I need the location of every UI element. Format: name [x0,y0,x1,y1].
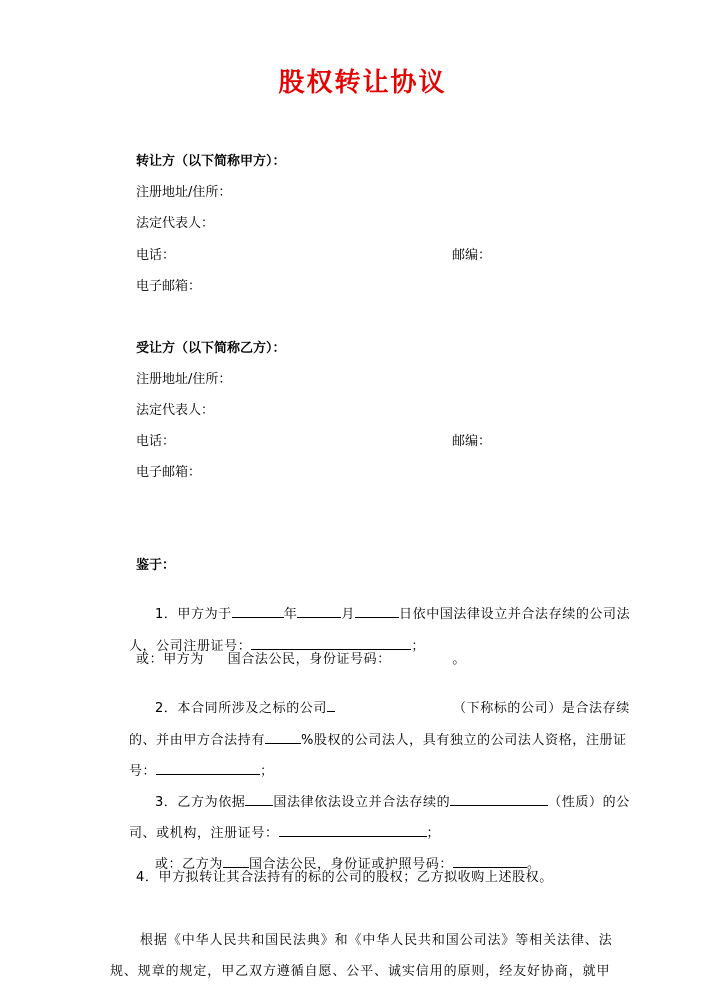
agreement-line-1: 根据《中华人民共和国民法典》和《中华人民共和国公司法》等相关法律、法 [140,933,613,948]
clause-text: 司、或机构，注册证号： [128,826,279,841]
clause-text: （下称标的公司）是合法存续 [453,701,630,716]
transferee-heading: 受让方（以下简称乙方）： [136,341,286,356]
clause-text: 3．乙方为依据 [154,795,246,810]
clause-text: 月 [341,607,356,622]
blank-field [156,762,260,775]
blank-field [232,605,284,618]
transferor-email-label: 电子邮箱： [136,279,202,294]
clause-text: 。 [526,857,541,872]
transferor-phone-label: 电话： [136,248,176,263]
transferee-address-label: 注册地址/住所： [136,372,232,387]
clause-text: 2．本合同所涉及之标的公司 [154,701,328,716]
clause-text: （性质）的公 [548,795,630,810]
document-title: 股权转让协议 [278,68,447,98]
clause-text: 人，公司注册证号： [128,639,252,654]
clause-text: 或：乙方为 [154,857,223,872]
transferor-heading: 转让方（以下简称甲方）： [136,154,286,169]
clause-text: ； [411,639,425,654]
blank-field [297,605,341,618]
agreement-line-2: 规、规章的规定，甲乙双方遵循自愿、公平、诚实信用的原则，经友好协商，就甲 [110,964,611,979]
clause-text: 号： [128,764,157,779]
transferor-address-label: 注册地址/住所： [136,185,232,200]
blank-field [251,637,411,650]
clause-text: 1．甲方为于 [154,607,232,622]
blank-field [245,793,273,806]
blank-field [223,855,249,868]
blank-field [453,855,527,868]
blank-field [279,824,427,837]
clause-4: 4．甲方拟转让其合法持有的标的公司的股权；乙方拟收购上述股权。 [136,870,553,885]
clause-text: ； [426,826,441,841]
transferor-postcode-label: 邮编： [452,248,492,263]
clause-text: 日依中国法律设立并合法存续的公司法 [399,607,631,622]
clause-1-line-3: 或：甲方为 国合法公民，身份证号码： 。 [136,652,466,667]
transferee-phone-label: 电话： [136,434,176,449]
clause-text: %股权的公司法人，具有独立的公司法人资格，注册证 [300,733,627,748]
transferee-representative-label: 法定代表人： [136,403,215,418]
transferee-email-label: 电子邮箱： [136,465,202,480]
whereas-heading: 鉴于： [136,558,176,573]
blank-field [450,793,548,806]
transferor-representative-label: 法定代表人： [136,216,215,231]
clause-text: 的、并由甲方合法持有 [128,733,265,748]
blank-field [327,699,335,712]
clause-text: 国合法公民，身份证或护照号码： [248,857,453,872]
blank-field [265,731,301,744]
transferee-postcode-label: 邮编： [452,434,492,449]
clause-text: 年 [283,607,298,622]
clause-text: ； [260,764,274,779]
blank-field [355,605,399,618]
clause-text: 国法律依法设立并合法存续的 [273,795,451,810]
